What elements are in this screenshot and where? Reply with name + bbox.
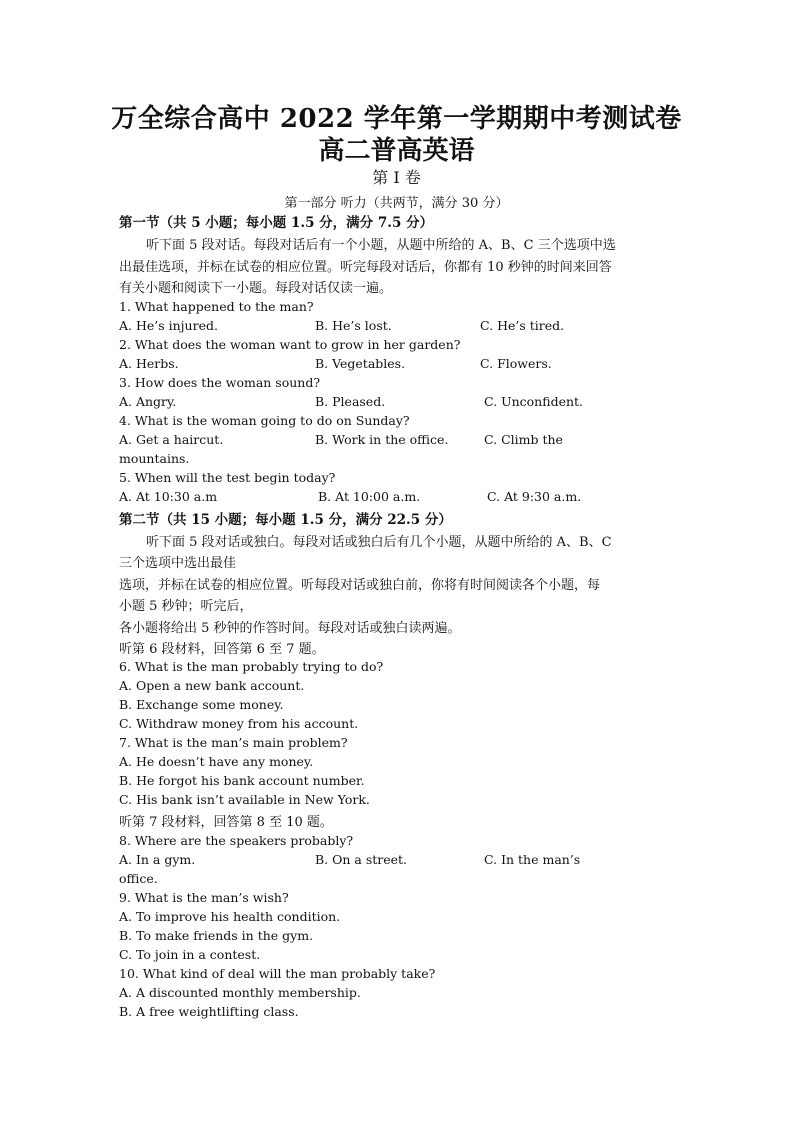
question-stem: 7. What is the man’s main problem? [119, 735, 348, 750]
option-a: A. A discounted monthly membership. [119, 985, 361, 1000]
question-stem: 6. What is the man probably trying to do? [119, 659, 384, 674]
option-a: A. He doesn’t have any money. [119, 754, 314, 769]
question-stem: 3. How does the woman sound? [119, 375, 321, 390]
option-b: B. A free weightlifting class. [119, 1004, 299, 1019]
option-b: B. At 10:00 a.m. [318, 489, 421, 504]
option-a: A. In a gym. [119, 852, 196, 867]
option-a: A. Open a new bank account. [119, 678, 305, 693]
option-c: C. Climb the [484, 432, 563, 447]
material-heading: 听第 7 段材料，回答第 8 至 10 题。 [119, 815, 333, 830]
section1-instruction-line: 听下面 5 段对话。每段对话后有一个小题，从题中所给的 A、B、C 三个选项中选 [146, 238, 616, 253]
question-stem: 4. What is the woman going to do on Sunday? [119, 413, 410, 428]
section2-instruction-line: 小题 5 秒钟；听完后， [119, 599, 253, 614]
option-c: C. In the man’s [484, 852, 581, 867]
option-b: B. He forgot his bank account number. [119, 773, 365, 788]
option-b: B. He’s lost. [315, 318, 392, 333]
question-stem: 10. What kind of deal will the man probably take? [119, 966, 436, 981]
option-a: A. He’s injured. [119, 318, 218, 333]
option-c: C. At 9:30 a.m. [487, 489, 582, 504]
option-a: A. To improve his health condition. [119, 909, 341, 924]
question-stem: 5. When will the test begin today? [119, 470, 336, 485]
option-a: A. Herbs. [119, 356, 179, 371]
option-b: B. To make friends in the gym. [119, 928, 314, 943]
part-heading: 第一部分 听力（共两节，满分 30 分） [284, 196, 509, 211]
section1-heading: 第一节（共 5 小题；每小题 1.5 分，满分 7.5 分） [119, 215, 434, 231]
section2-heading: 第二节（共 15 小题；每小题 1.5 分，满分 22.5 分） [119, 512, 452, 528]
option-c: C. Flowers. [480, 356, 552, 371]
option-c-continued: office. [119, 871, 158, 886]
question-stem: 1. What happened to the man? [119, 299, 314, 314]
section2-instruction-line: 各小题将给出 5 秒钟的作答时间。每段对话或独白读两遍。 [119, 621, 461, 636]
question-stem: 9. What is the man’s wish? [119, 890, 289, 905]
option-c: C. To join in a contest. [119, 947, 261, 962]
option-b: B. Exchange some money. [119, 697, 284, 712]
option-a: A. At 10:30 a.m [119, 489, 218, 504]
section2-instruction-line: 选项，并标在试卷的相应位置。听每段对话或独白前，你将有时间阅读各个小题，每 [119, 578, 601, 593]
option-c: C. Withdraw money from his account. [119, 716, 359, 731]
option-b: B. Vegetables. [315, 356, 406, 371]
option-c-continued: mountains. [119, 451, 190, 466]
option-b: B. Pleased. [315, 394, 386, 409]
section2-instruction-line: 三个选项中选出最佳 [119, 556, 237, 571]
option-c: C. Unconfident. [484, 394, 584, 409]
question-stem: 8. Where are the speakers probably? [119, 833, 354, 848]
option-b: B. On a street. [315, 852, 408, 867]
option-c: C. He’s tired. [480, 318, 565, 333]
option-b: B. Work in the office. [315, 432, 449, 447]
option-c: C. His bank isn’t available in New York. [119, 792, 370, 807]
section2-instruction-line: 听下面 5 段对话或独白。每段对话或独白后有几个小题，从题中所给的 A、B、C [146, 535, 612, 550]
option-a: A. Get a haircut. [119, 432, 224, 447]
section1-instruction-line: 出最佳选项，并标在试卷的相应位置。听完每段对话后，你都有 10 秒钟的时间来回答 [119, 260, 612, 275]
material-heading: 听第 6 段材料，回答第 6 至 7 题。 [119, 642, 325, 657]
exam-subtitle: 高二普高英语 [318, 136, 475, 166]
option-a: A. Angry. [119, 394, 177, 409]
volume-label: 第 I 卷 [372, 168, 421, 187]
section1-instruction-line: 有关小题和阅读下一小题。每段对话仅读一遍。 [119, 281, 393, 296]
exam-title: 万全综合高中 2022 学年第一学期期中考测试卷 [111, 104, 682, 134]
question-stem: 2. What does the woman want to grow in her garden? [119, 337, 461, 352]
